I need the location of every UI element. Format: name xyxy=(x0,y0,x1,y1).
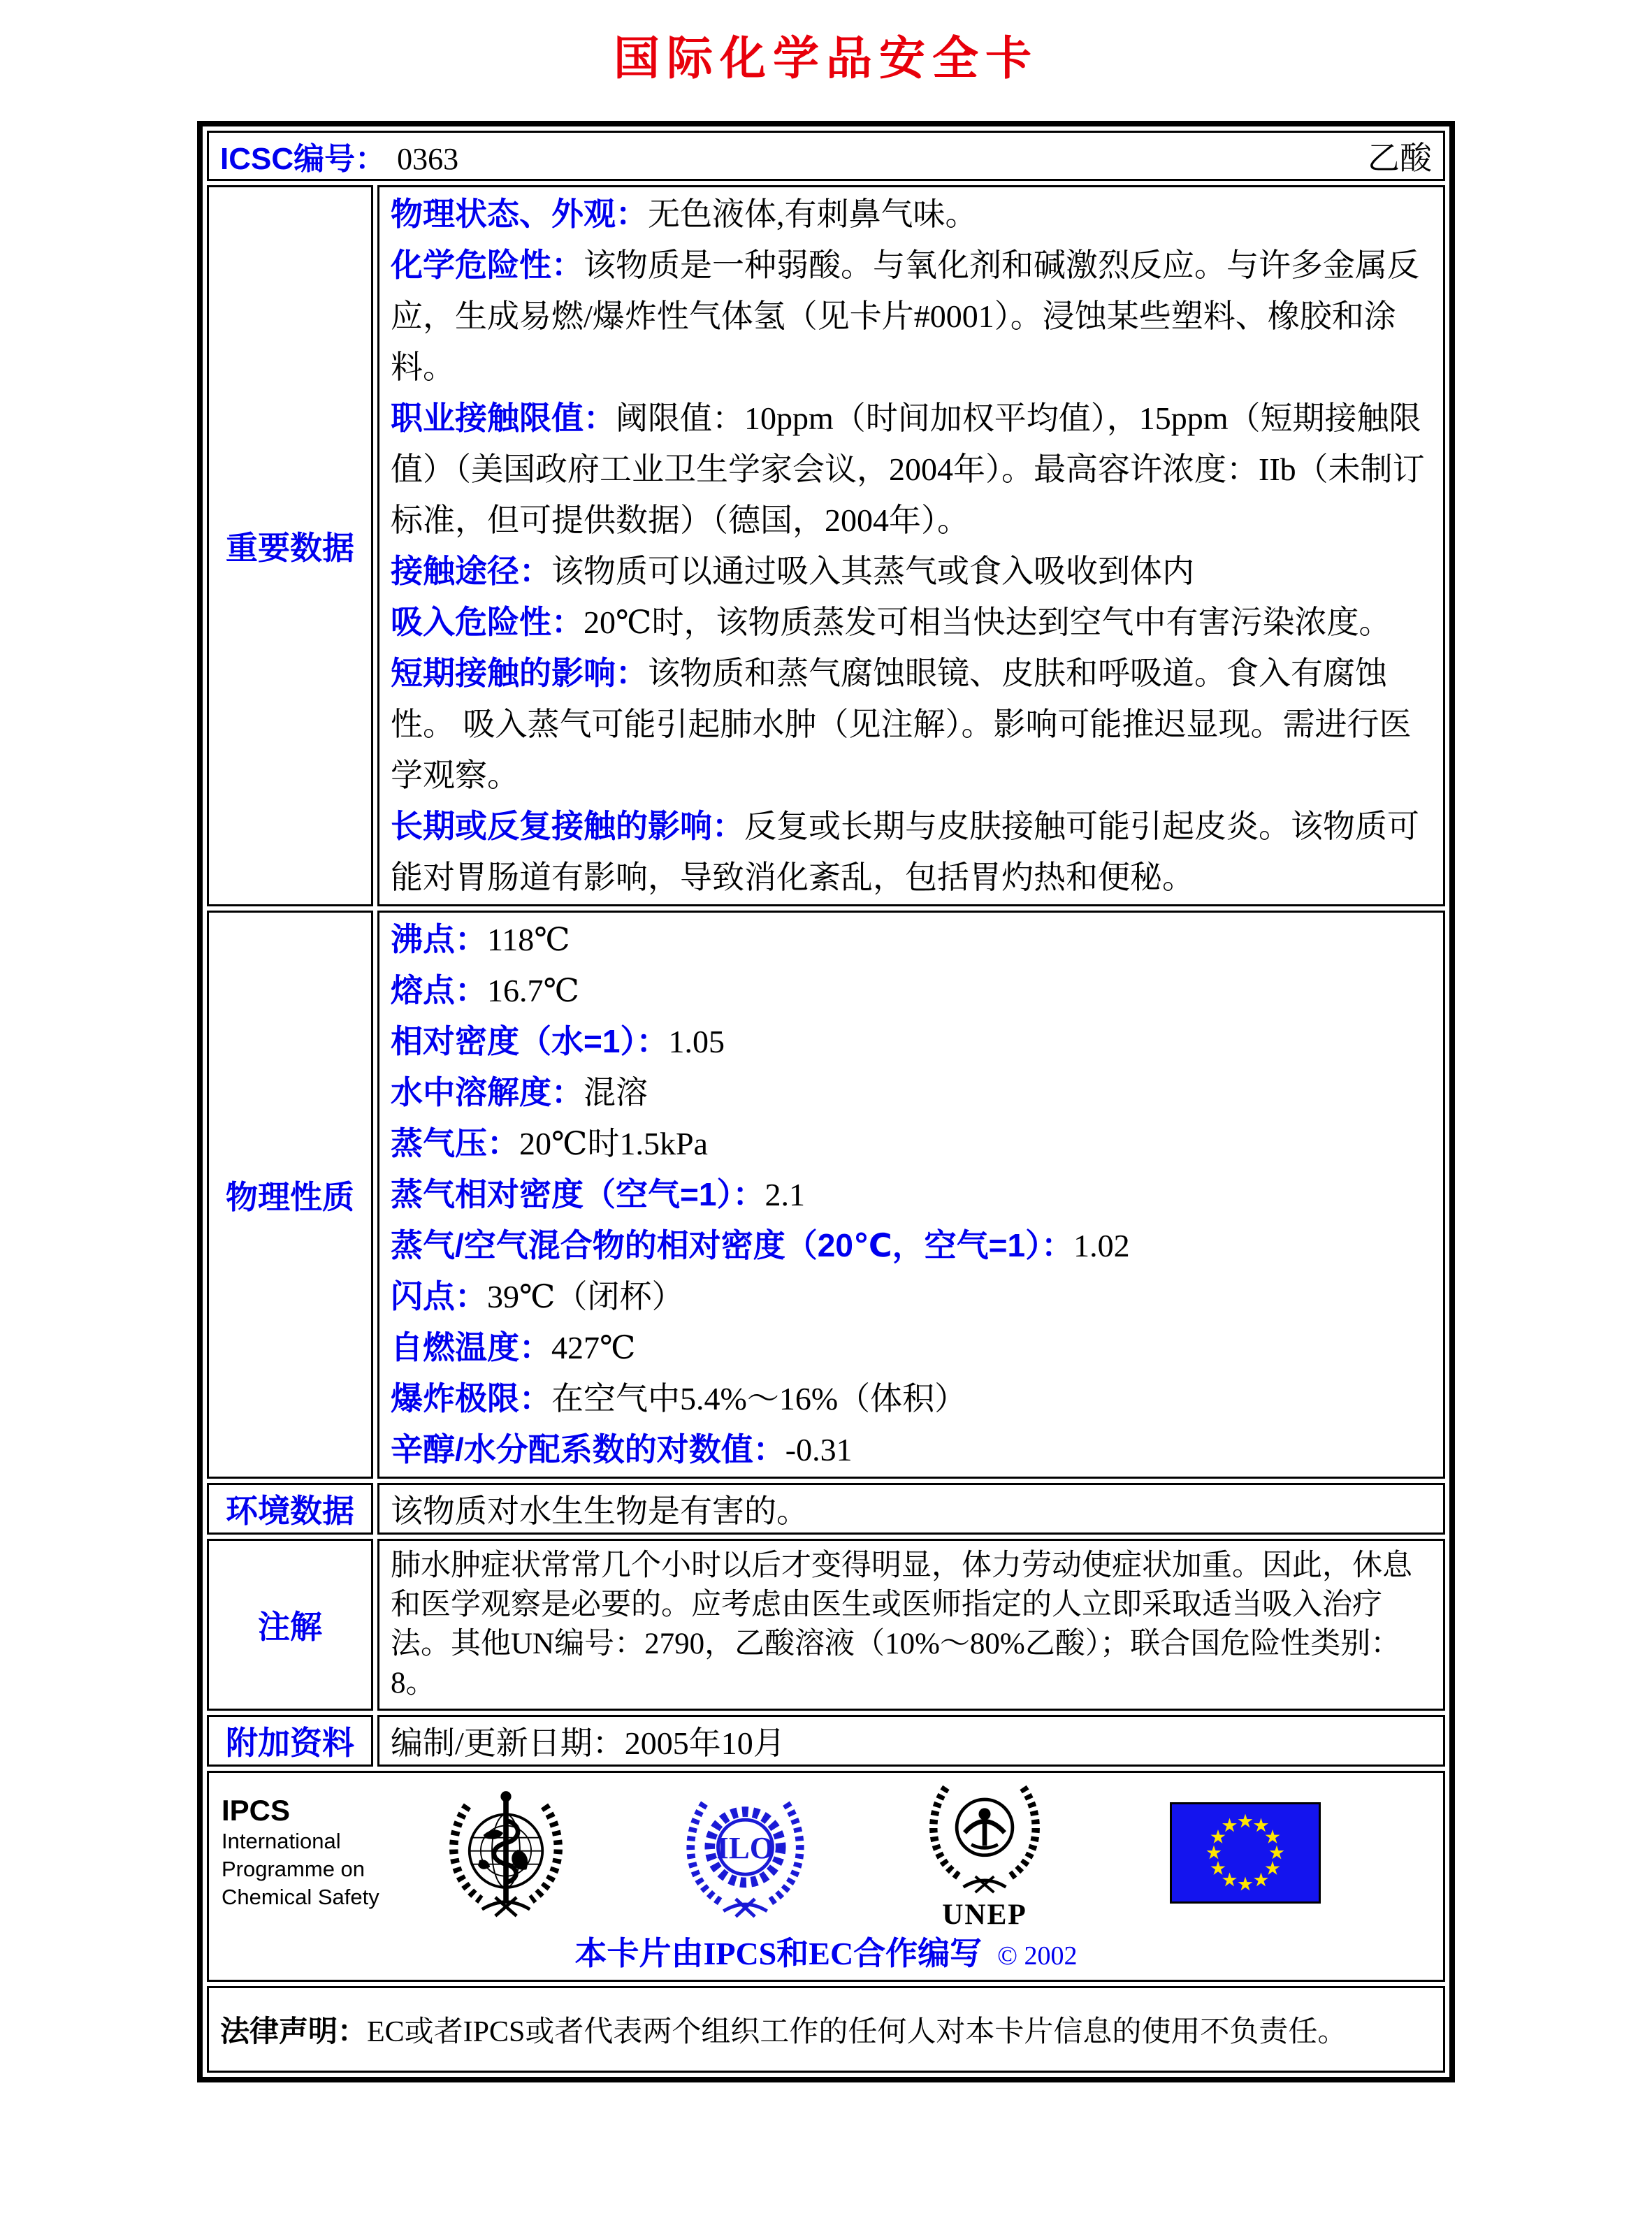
copyright-text: © 2002 xyxy=(997,1941,1078,1971)
cooperation-caption: 本卡片由IPCS和EC合作编写 xyxy=(574,1936,983,1971)
entry-label: 相对密度（水=1）： xyxy=(391,1023,669,1059)
update-date-value: 2005年10月 xyxy=(624,1725,785,1761)
ipcs-title: IPCS xyxy=(222,1794,291,1827)
page-title: 国际化学品安全卡 xyxy=(614,31,1038,85)
entry-label: 自燃温度： xyxy=(391,1329,551,1365)
entry-label: 化学危险性： xyxy=(391,247,584,283)
legal-text: EC或者IPCS或者代表两个组织工作的任何人对本卡片信息的使用不负责任。 xyxy=(367,2016,1347,2048)
entry-text: 16.7℃ xyxy=(487,973,579,1008)
entry-text: 20℃时，该物质蒸发可相当快达到空气中有害污染浓度。 xyxy=(584,604,1391,640)
ipcs-text-block xyxy=(222,1794,398,1911)
who-logo xyxy=(440,1781,572,1925)
entry-text: 混溶 xyxy=(584,1075,648,1110)
entry-text: 2.1 xyxy=(765,1177,805,1212)
entry-text: 39℃（闭杯） xyxy=(487,1279,684,1314)
caption-line xyxy=(217,1928,1435,1974)
property-entry xyxy=(391,1067,1432,1118)
icsc-number-group xyxy=(220,133,458,178)
ilo-logo xyxy=(677,1783,813,1922)
entry-text: 无色液体,有刺鼻气味。 xyxy=(648,196,978,232)
entry-label: 蒸气/空气混合物的相对密度（20℃，空气=1）： xyxy=(391,1227,1074,1263)
entry-text: 该物质可以通过吸入其蒸气或食入吸收到体内 xyxy=(551,553,1194,589)
entry-label: 蒸气压： xyxy=(391,1125,519,1161)
card-header xyxy=(207,131,1445,181)
data-entry xyxy=(391,597,1432,648)
chemical-name: 乙酸 xyxy=(1368,140,1432,176)
entry-label: 职业接触限值： xyxy=(391,400,616,436)
property-entry xyxy=(391,1271,1432,1322)
property-entry xyxy=(391,1118,1432,1169)
notes-row xyxy=(207,1539,1445,1711)
icsc-card-table xyxy=(197,121,1455,2082)
entry-label: 短期接触的影响： xyxy=(391,655,648,691)
data-entry xyxy=(391,648,1432,801)
additional-info-row xyxy=(207,1715,1445,1767)
entry-label: 辛醇/水分配系数的对数值： xyxy=(391,1431,785,1468)
entry-label: 熔点： xyxy=(391,972,487,1008)
property-entry xyxy=(391,1424,1432,1475)
section-label-physical-properties: 物理性质 xyxy=(207,911,373,1479)
section-label-notes: 注解 xyxy=(207,1539,373,1711)
unep-letters: UNEP xyxy=(942,1899,1027,1932)
entry-label: 闪点： xyxy=(391,1278,487,1314)
data-entry xyxy=(391,240,1432,393)
ilo-letters: ILO xyxy=(716,1829,774,1865)
important-data-content xyxy=(377,185,1445,906)
property-entry xyxy=(391,1169,1432,1220)
notes-content: 肺水肿症状常常几个小时以后才变得明显，体力劳动使症状加重。因此，休息和医学观察是必要的。应考虑由医生或医师指定的人立即采取适当吸入治疗法。其他UN编号：2790，乙酸溶液（10%～80%乙酸）；联合国危险性类别：8。 xyxy=(377,1539,1445,1711)
header-row xyxy=(207,131,1445,181)
entry-label: 物理状态、外观： xyxy=(391,196,648,232)
entry-text: 阈限值：10ppm（时间加权平均值），15ppm（短期接触限值）（美国政府工业卫生学家会议，2004年）。最高容许浓度：IIb（未制订标准，但可提供数据）（德国，2004年）。 xyxy=(391,400,1425,538)
ipcs-subtitle: International Programme on Chemical Safety xyxy=(222,1829,379,1909)
property-entry xyxy=(391,914,1432,965)
entry-label: 水中溶解度： xyxy=(391,1074,584,1110)
entry-text: -0.31 xyxy=(785,1432,853,1468)
entry-text: 1.05 xyxy=(668,1024,725,1059)
eu-flag xyxy=(1170,1802,1321,1904)
section-label-important-data: 重要数据 xyxy=(207,185,373,906)
environment-data-content: 该物质对水生生物是有害的。 xyxy=(377,1483,1445,1535)
entry-text: 118℃ xyxy=(487,922,570,957)
icsc-number-value: 0363 xyxy=(397,142,459,176)
additional-info-content xyxy=(377,1715,1445,1767)
entry-text: 该物质是一种弱酸。与氧化剂和碱激烈反应。与许多金属反应，生成易燃/爆炸性气体氢（见卡片#0001）。浸蚀某些塑料、橡胶和涂料。 xyxy=(391,247,1419,385)
environment-data-row xyxy=(207,1483,1445,1535)
data-entry xyxy=(391,189,1432,240)
logos-row xyxy=(207,1771,1445,1982)
entry-text: 该物质和蒸气腐蚀眼镜、皮肤和呼吸道。食入有腐蚀性。 吸入蒸气可能引起肺水肿（见注解）。影响可能推迟显现。需进行医学观察。 xyxy=(391,655,1412,793)
property-entry xyxy=(391,965,1432,1016)
section-label-environment-data: 环境数据 xyxy=(207,1483,373,1535)
entry-text: 20℃时1.5kPa xyxy=(519,1126,708,1161)
section-label-additional-info: 附加资料 xyxy=(207,1715,373,1767)
physical-properties-row xyxy=(207,911,1445,1479)
unep-logo xyxy=(918,1772,1051,1933)
organizations-footer xyxy=(207,1771,1445,1982)
property-entry xyxy=(391,1373,1432,1424)
entry-text: 在空气中5.4%～16%（体积） xyxy=(551,1381,967,1416)
legal-statement xyxy=(207,1986,1445,2073)
property-entry xyxy=(391,1322,1432,1373)
entry-label: 爆炸极限： xyxy=(391,1380,551,1416)
entry-label: 沸点： xyxy=(391,921,487,957)
entry-label: 蒸气相对密度（空气=1）： xyxy=(391,1176,765,1212)
legal-row xyxy=(207,1986,1445,2073)
logo-strip xyxy=(217,1778,1435,1932)
legal-label: 法律声明： xyxy=(220,2015,368,2048)
icsc-number-label: ICSC编号： xyxy=(220,142,386,176)
entry-label: 长期或反复接触的影响： xyxy=(391,808,744,844)
data-entry xyxy=(391,546,1432,597)
data-entry xyxy=(391,801,1432,903)
property-entry xyxy=(391,1220,1432,1271)
property-entry xyxy=(391,1016,1432,1067)
entry-text: 427℃ xyxy=(551,1330,636,1365)
entry-label: 接触途径： xyxy=(391,553,551,589)
entry-text: 反复或长期与皮肤接触可能引起皮炎。该物质可能对胃肠道有影响，导致消化紊乱，包括胃灼热和便秘。 xyxy=(391,809,1419,895)
data-entry xyxy=(391,393,1432,546)
update-date-label: 编制/更新日期： xyxy=(391,1725,625,1761)
important-data-row xyxy=(207,185,1445,906)
physical-properties-content xyxy=(377,911,1445,1479)
entry-text: 1.02 xyxy=(1073,1228,1130,1263)
entry-label: 吸入危险性： xyxy=(391,604,584,640)
